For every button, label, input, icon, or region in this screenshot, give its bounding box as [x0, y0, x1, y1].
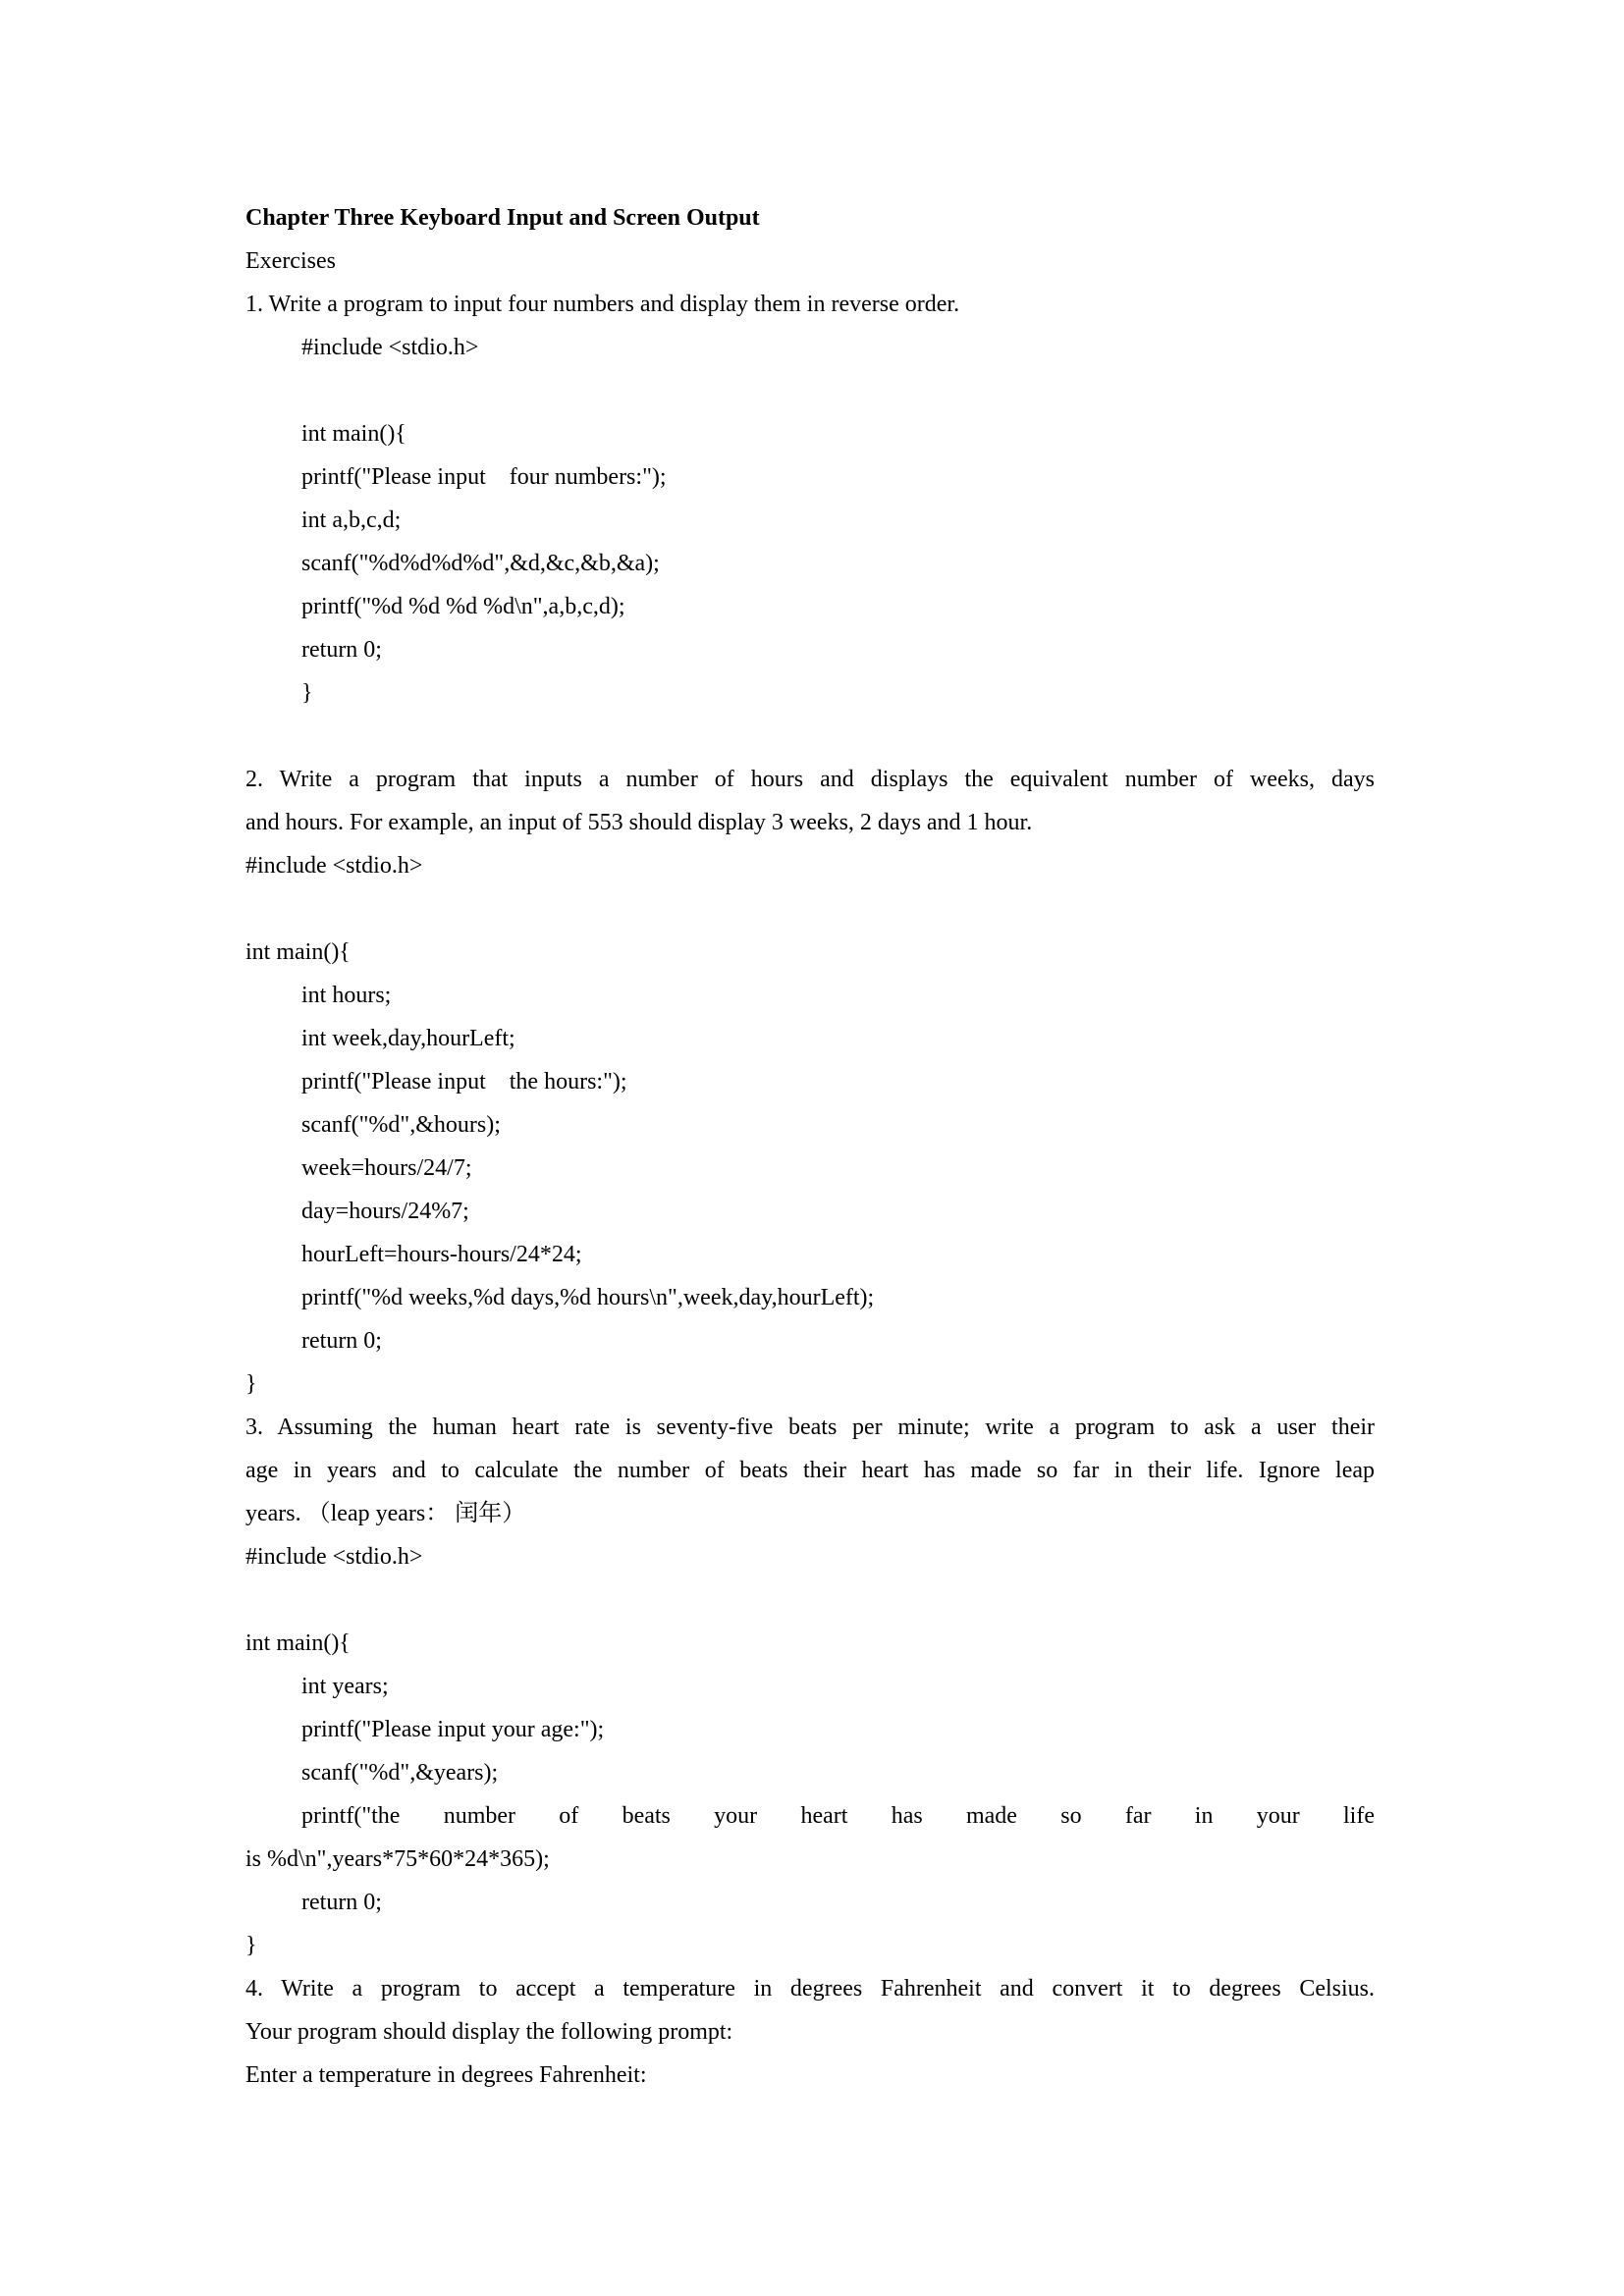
chapter-title: Chapter Three Keyboard Input and Screen Output	[245, 205, 760, 231]
code-printf-wrapped-line-2: is %d\n",years*75*60*24*365);	[245, 1846, 550, 1872]
code-return: return 0;	[301, 1328, 382, 1354]
code-assignment-week: week=hours/24/7;	[301, 1155, 472, 1181]
exercise-2-prompt-line-1: 2. Write a program that inputs a number of hours and displays the equivalent number of weeks, days	[245, 767, 1375, 792]
exercise-4-prompt: 4. Write a program to accept a temperature in degrees Fahrenheit and convert it to degrees Celsius.	[245, 1976, 1375, 2002]
code-printf: printf("Please input four numbers:");	[301, 464, 667, 490]
code-assignment-hourleft: hourLeft=hours-hours/24*24;	[301, 1242, 582, 1267]
code-printf-wrapped-line-1: printf("the number of beats your heart has made so far in your life	[301, 1803, 1375, 1829]
document-content	[245, 196, 1375, 2097]
blank-line	[245, 715, 1375, 758]
code-scanf: scanf("%d",&hours);	[301, 1112, 501, 1138]
code-scanf: scanf("%d%d%d%d",&d,&c,&b,&a);	[301, 551, 660, 576]
code-printf: printf("Please input your age:");	[301, 1717, 605, 1742]
exercise-1-prompt: 1. Write a program to input four numbers and display them in reverse order.	[245, 292, 960, 317]
code-main-open: int main(){	[245, 1630, 351, 1656]
exercises-heading: Exercises	[245, 248, 336, 274]
exercise-4-sample-prompt: Enter a temperature in degrees Fahrenheit:	[245, 2062, 647, 2088]
code-printf: printf("%d %d %d %d\n",a,b,c,d);	[301, 594, 625, 619]
code-scanf: scanf("%d",&years);	[301, 1760, 499, 1786]
exercise-3-prompt-line-3: years. （leap years： 闰年）	[245, 1501, 526, 1526]
code-include: #include <stdio.h>	[245, 1544, 423, 1570]
blank-line	[245, 887, 1375, 931]
code-assignment-day: day=hours/24%7;	[301, 1199, 469, 1224]
code-include: #include <stdio.h>	[301, 335, 479, 360]
blank-line	[245, 369, 1375, 412]
code-main-open: int main(){	[245, 939, 351, 965]
exercise-3-prompt-line-2: age in years and to calculate the number of beats their heart has made so far in their life. Ignore leap	[245, 1458, 1375, 1483]
code-brace-close: }	[301, 680, 313, 706]
exercise-2-prompt-line-2: and hours. For example, an input of 553 should display 3 weeks, 2 days and 1 hour.	[245, 810, 1033, 835]
code-return: return 0;	[301, 1890, 382, 1915]
code-brace-close: }	[245, 1933, 257, 1958]
code-return: return 0;	[301, 637, 382, 663]
code-printf: printf("Please input the hours:");	[301, 1069, 627, 1095]
code-declaration: int a,b,c,d;	[301, 507, 402, 533]
code-declaration: int years;	[301, 1674, 389, 1699]
exercise-3-prompt-line-1: 3. Assuming the human heart rate is seventy-five beats per minute; write a program to ask a user their	[245, 1415, 1375, 1440]
code-main-open: int main(){	[301, 421, 406, 447]
code-declaration: int week,day,hourLeft;	[301, 1026, 515, 1051]
code-brace-close: }	[245, 1371, 257, 1397]
blank-line	[245, 1578, 1375, 1622]
exercise-4-note: Your program should display the following prompt:	[245, 2019, 733, 2045]
code-include: #include <stdio.h>	[245, 853, 423, 879]
code-printf: printf("%d weeks,%d days,%d hours\n",week,day,hourLeft);	[301, 1285, 875, 1310]
code-declaration: int hours;	[301, 983, 392, 1008]
